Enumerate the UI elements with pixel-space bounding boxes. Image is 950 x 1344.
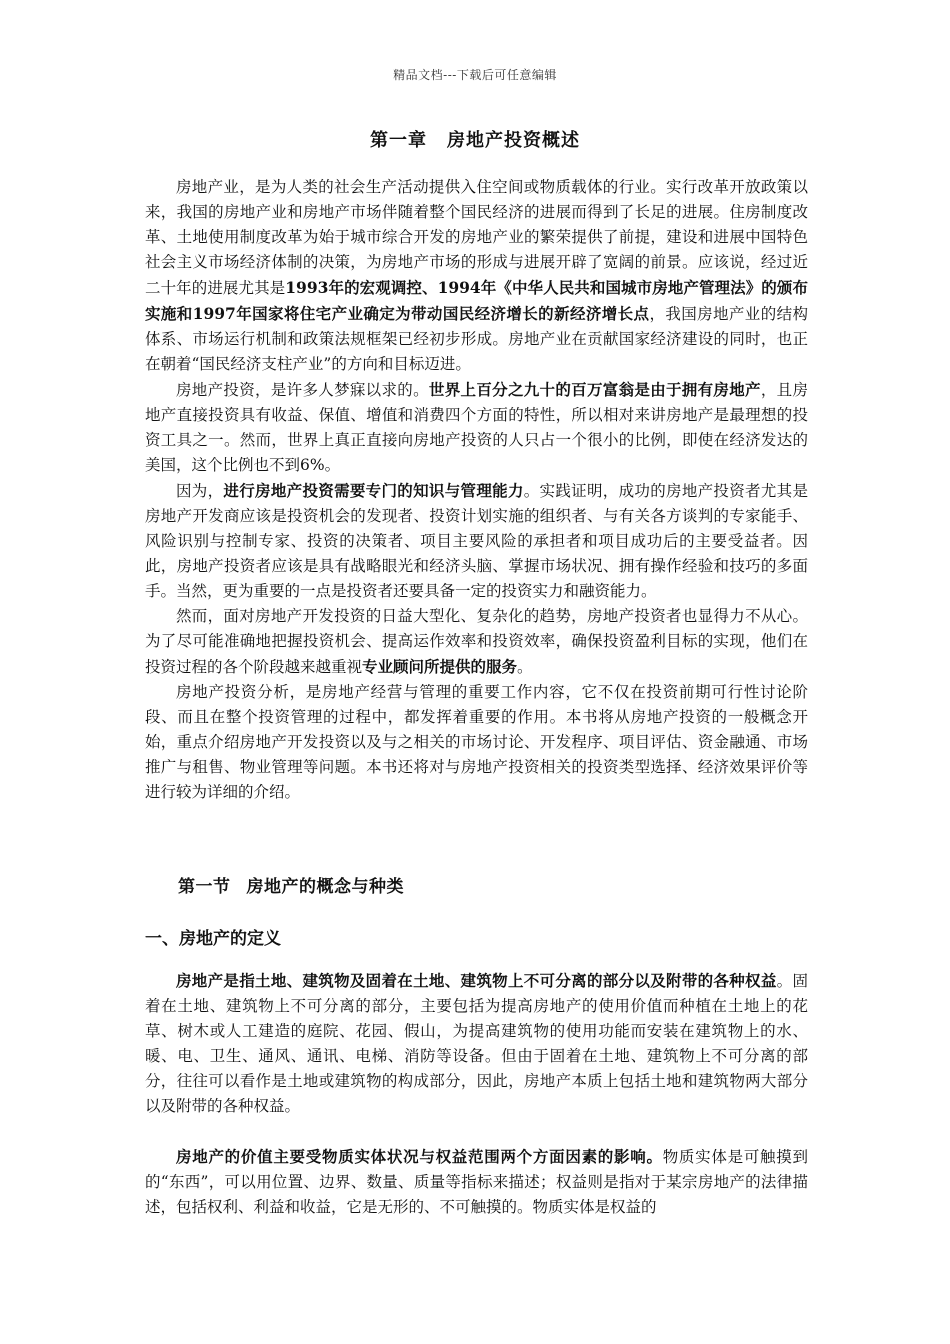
value-section (145, 1144, 808, 1220)
emphasis-text: 专业顾问所提供的服务 (362, 657, 518, 676)
chapter-label: 第一章 (370, 130, 427, 151)
definition-section (145, 968, 808, 1119)
intro-paragraph-5: 房地产投资分析，是房地产经营与管理的重要工作内容，它不仅在投资前期可行性讨论阶段、而且在整个投资管理的过程中，都发挥着重要的作用。本书将从房地产投资的一般概念开始，重点介绍房地产开发投资以及与之相关的市场讨论、开发程序、项目评估、资金融通、市场推广与租售、物业管理等问题。本书还将对与房地产投资相关的投资类型选择、经济效果评价等进行较为详细的介绍。 (145, 683, 808, 801)
intro-section (145, 175, 808, 805)
emphasis-text: 进行房地产投资需要专门的知识与管理能力 (223, 481, 524, 500)
intro-paragraph-2 (145, 377, 808, 478)
section-heading: 房地产的概念与种类 (246, 877, 404, 897)
section-label: 第一节 (178, 877, 231, 897)
text-run: 然而，面对房地产开发投资的日益大型化、复杂化的趋势，房地产投资者也显得力不从心。为了尽可能准确地把握投资机会、提高运作效率和投资效率，确保投资盈利目标的实现，他们在投资过程的各个阶段越来越重视 (145, 607, 808, 676)
chapter-title (0, 126, 950, 152)
page-header-note: 精品文档---下载后可任意编辑 (393, 68, 557, 82)
emphasis-text: 房地产的价值主要受物质实体状况与权益范围两个方面因素的影响。 (176, 1147, 663, 1166)
section-title (178, 872, 404, 897)
emphasis-text: 房地产是指土地、建筑物及固着在土地、建筑物上不可分离的部分以及附带的各种权益 (176, 971, 777, 990)
emphasis-text: 1993年的宏观调控、1994年《中华人民共和国城市房地产管理法》的颁布实施和1997年国家将住宅产业确定为带动国民经济增长的新经济增长点 (145, 278, 808, 323)
text-run: ，且房地产直接投资具有收益、保值、增值和消费四个方面的特性，所以相对来讲房地产是最理想的投资工具之一。然而，世界上真正直接向房地产投资的人只占一个很小的比例，即使在经济发达的美国，这个比例也不到6%。 (145, 381, 808, 474)
text-run: 物质实体是可触摸到的“东西”，可以用位置、边界、数量、质量等指标来描述；权益则是指对于某宗房地产的法律描述，包括权利、利益和收益，它是无形的、不可触摸的。物质实体是权益的 (145, 1148, 808, 1216)
emphasis-text: 世界上百分之九十的百万富翁是由于拥有房地产 (428, 380, 761, 399)
text-run: 。实践证明，成功的房地产投资者尤其是房地产开发商应该是投资机会的发现者、投资计划实施的组织者、与有关各方谈判的专家能手、风险识别与控制专家、投资的决策者、项目主要风险的承担者和项目成功后的主要受益者。因此，房地产投资者应该是具有战略眼光和经济头脑、掌握市场状况、拥有操作经验和技巧的多面手。当然，更为重要的一点是投资者还要具备一定的投资实力和融资能力。 (145, 482, 808, 600)
subsection-title: 一、房地产的定义 (145, 929, 281, 949)
intro-paragraph-4 (145, 604, 808, 680)
text-run: ，我国房地产业的结构体系、市场运行机制和政策法规框架已经初步形成。房地产业在贡献国家经济建设的同时，也正在朝着“国民经济支柱产业”的方向和目标迈进。 (145, 305, 808, 373)
text-run: 房地产业，是为人类的社会生产活动提供入住空间或物质载体的行业。实行改革开放政策以来，我国的房地产业和房地产市场伴随着整个国民经济的进展而得到了长足的进展。住房制度改革、土地使用制度改革为始于城市综合开发的房地产业的繁荣提供了前提，建设和进展中国特色社会主义市场经济体制的决策，为房地产市场的形成与进展开辟了宽阔的前景。应该说，经过近二十年的进展尤其是 (145, 178, 808, 297)
text-run: 。固着在土地、建筑物上不可分离的部分，主要包括为提高房地产的使用价值而种植在土地上的花草、树木或人工建造的庭院、花园、假山，为提高建筑物的使用功能而安装在建筑物上的水、暖、电、卫生、通风、通讯、电梯、消防等设备。但由于固着在土地、建筑物上不可分离的部分，往往可以看作是土地或建筑物的构成部分，因此，房地产本质上包括土地和建筑物两大部分以及附带的各种权益。 (145, 972, 808, 1115)
intro-paragraph-3 (145, 478, 808, 604)
definition-paragraph (145, 968, 808, 1119)
text-run: 房地产投资，是许多人梦寐以求的。 (176, 381, 429, 399)
value-paragraph (145, 1144, 808, 1220)
text-run: 因为， (176, 482, 224, 500)
intro-paragraph-1 (145, 175, 808, 377)
text-run: 。 (517, 658, 533, 676)
chapter-heading: 房地产投资概述 (447, 130, 580, 151)
